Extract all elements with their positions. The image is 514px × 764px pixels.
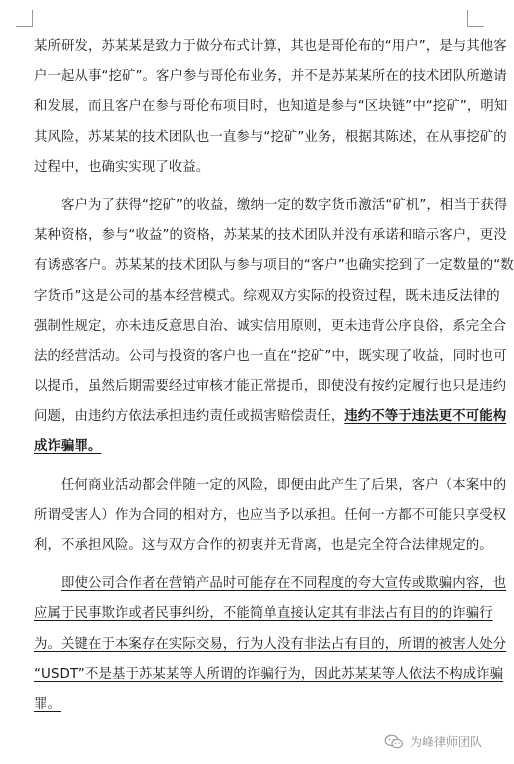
text-line: 有诱惑客户。苏某某的技术团队与参与项目的“客户”也确实挖到了一定数量的“数 — [34, 258, 514, 274]
text-bold-underlined: 违约不等于违法更不可能构 — [344, 409, 507, 425]
text-line: 某种资格，参与“收益”的资格，苏某某的技术团队并没有承诺和暗示客户，更没 — [34, 228, 507, 244]
text-line: 利，不承担风险。这与双方合作的初衷并无背离，也是完全符合法律规定的。 — [34, 538, 493, 553]
text-line-underlined — [34, 630, 507, 660]
text-bold-underlined: 成诈骗罪。 — [34, 439, 102, 455]
text-line: 和发展，而且客户在参与哥伦布项目时，也知道是参与“区块链”中“挖矿”，明知 — [34, 99, 508, 115]
text-line: 过程中，也确实实现了收益。 — [34, 159, 210, 175]
watermark — [384, 733, 482, 750]
text-line-underlined — [34, 690, 470, 720]
text-line: 户一起从事“挖矿”。客户参与哥伦布业务，并不是苏某某所在的技术团队所邀请 — [34, 69, 507, 85]
underlined-text: “USDT”不是基于苏某某等人所谓的诈骗行为，因此苏某某等人依法不构成诈骗 — [34, 666, 504, 682]
text-line — [34, 432, 470, 462]
text-line: 法的经营活动。公司与投资的客户也一直在“挖矿”中，既实现了收益，同时也可 — [34, 348, 507, 364]
text-line: 字货币”这是公司的基本经营模式。综观双方实际的投资过程，既未违反法律的 — [34, 288, 500, 304]
paragraph-2 — [34, 191, 514, 463]
underlined-text: 罪。 — [34, 696, 61, 712]
text-line: 其风险，苏某某的技术团队也一直参与“挖矿”业务，根据其陈述，在从事挖矿的 — [34, 129, 507, 145]
paragraph-3 — [34, 471, 507, 562]
wechat-icon — [384, 734, 404, 750]
text-plain: 问题，由违约方依法承担违约责任或损害赔偿责任， — [34, 409, 345, 425]
document-body — [34, 32, 514, 720]
paragraph-1 — [34, 32, 508, 183]
text-line: 任何商业活动都会伴随一定的风险，即便由此产生了后果，客户（本案中的 — [61, 477, 507, 493]
text-line-underlined — [34, 569, 507, 599]
underlined-text: 应属于民事欺诈或者民事纠纷，不能简单直接认定其有非法占有目的的诈骗行 — [34, 606, 493, 622]
watermark-text: 为峰律师团队 — [409, 735, 482, 749]
text-line: 客户为了获得“挖矿”的收益，缴纳一定的数字货币激活“矿机”，相当于获得 — [61, 197, 508, 213]
underlined-text: 为。关键在于本案存在实际交易，行为人没有非法占有目的，所谓的被害人处分 — [34, 636, 507, 652]
text-line: 某所研发，苏某某是致力于做分布式计算，其也是哥伦布的“用户”，是与其他客 — [34, 39, 507, 54]
paragraph-4 — [34, 569, 507, 720]
text-line: 以提币，虽然后期需要经过审核才能正常提币，即使没有按约定履行也只是违约 — [34, 379, 507, 395]
text-line-underlined — [34, 660, 504, 690]
text-line: 所谓受害人）作为合同的相对方，也应当予以承担。任何一方都不可能只享受权 — [34, 507, 507, 523]
text-line: 强制性规定，亦未违反意思自治、诚实信用原则，更未违背公序良俗，系完全合 — [34, 318, 507, 334]
crop-mark-top-left — [16, 10, 33, 27]
underlined-text: 即使公司合作者在营销产品时可能存在不同程度的夸大宣传或欺骗内容，也 — [61, 576, 507, 592]
text-line — [34, 402, 507, 432]
crop-mark-top-right — [467, 10, 484, 27]
text-line-underlined — [34, 599, 493, 629]
